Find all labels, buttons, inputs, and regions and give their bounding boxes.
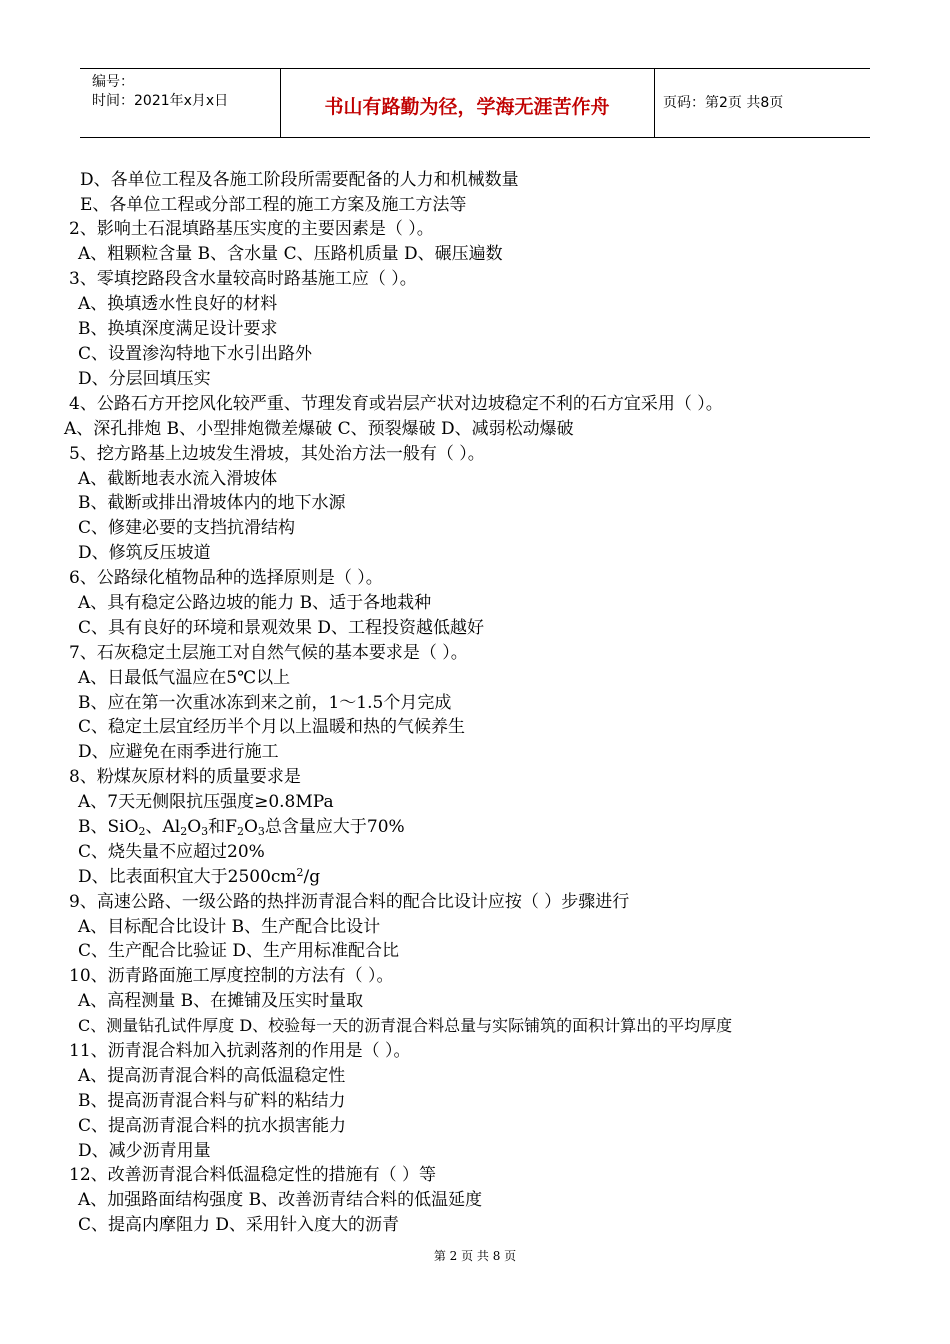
question-line: 8、粉煤灰原材料的质量要求是 (69, 767, 301, 787)
option-line-formula: B、SiO$_2$、$Al_2O_3$和$F_2O_3$总含量应大于70% (78, 817, 405, 838)
question-line: 12、改善沥青混合料低温稳定性的措施有（ ）等 (69, 1165, 437, 1185)
option-line: A、截断地表水流入滑坡体 (78, 469, 278, 489)
option-line: A、加强路面结构强度 B、改善沥青结合料的低温延度 (78, 1190, 483, 1210)
option-line: D、应避免在雨季进行施工 (78, 742, 279, 762)
header-meta-cell (80, 69, 281, 137)
text-line: E、各单位工程或分部工程的施工方案及施工方法等 (80, 195, 467, 215)
question-line: 3、零填挖路段含水量较高时路基施工应（ ）。 (69, 269, 417, 289)
option-line: C、生产配合比验证 D、生产用标准配合比 (78, 941, 400, 961)
question-line: 9、高速公路、一级公路的热拌沥青混合料的配合比设计应按（ ）步骤进行 (69, 892, 630, 912)
question-line: 4、公路石方开挖风化较严重、节理发育或岩层产状对边坡稳定不利的石方宜采用（ ）。 (69, 394, 723, 414)
question-line: 7、石灰稳定土层施工对自然气候的基本要求是（ ）。 (69, 643, 468, 663)
option-line: A、提高沥青混合料的高低温稳定性 (78, 1066, 346, 1086)
question-line: 2、影响土石混填路基压实度的主要因素是（ ）。 (69, 219, 434, 239)
question-line: 11、沥青混合料加入抗剥落剂的作用是（ ）。 (69, 1041, 411, 1061)
option-line: A、日最低气温应在5℃以上 (78, 668, 291, 688)
option-line: D、减少沥青用量 (78, 1141, 211, 1161)
option-line: C、稳定土层宜经历半个月以上温暖和热的气候养生 (78, 717, 466, 737)
question-line: 6、公路绿化植物品种的选择原则是（ ）。 (69, 568, 383, 588)
question-line: 10、沥青路面施工厚度控制的方法有（ ）。 (69, 966, 394, 986)
option-line: B、换填深度满足设计要求 (78, 319, 278, 339)
page-footer: 第 2 页 共 8 页 (433, 1249, 517, 1263)
option-line: C、提高沥青混合料的抗水损害能力 (78, 1116, 347, 1136)
question-line: 5、挖方路基上边坡发生滑坡，其处治方法一般有（ ）。 (69, 444, 485, 464)
header-page-cell (655, 69, 870, 137)
option-line: C、设置渗沟特地下水引出路外 (78, 344, 313, 364)
page-info: 页码：第2页 共8页 (663, 95, 784, 111)
option-line: B、提高沥青混合料与矿料的粘结力 (78, 1091, 346, 1111)
option-line: A、目标配合比设计 B、生产配合比设计 (78, 917, 381, 937)
option-line: C、修建必要的支挡抗滑结构 (78, 518, 296, 538)
document-header (80, 68, 870, 138)
motto: 书山有路勤为径，学海无涯苦作舟 (324, 96, 610, 118)
option-line: A、深孔排炮 B、小型排炮微差爆破 C、预裂爆破 D、减弱松动爆破 (64, 419, 574, 439)
text-line: D、各单位工程及各施工阶段所需要配备的人力和机械数量 (80, 170, 519, 190)
number-label: 编号： (92, 74, 134, 90)
option-line: B、应在第一次重冰冻到来之前，1～1.5个月完成 (78, 693, 452, 713)
option-line: A、粗颗粒含量 B、含水量 C、压路机质量 D、碾压遍数 (78, 244, 503, 264)
option-line: C、具有良好的环境和景观效果 D、工程投资越低越好 (78, 618, 485, 638)
option-line: A、换填透水性良好的材料 (78, 294, 278, 314)
option-line: D、修筑反压坡道 (78, 543, 211, 563)
option-line: C、测量钻孔试件厚度 D、校验每一天的沥青混合料总量与实际铺筑的面积计算出的平均厚度 (78, 1016, 733, 1035)
option-line-area: D、比表面积宜大于$2500cm^2/g$ (78, 866, 321, 887)
option-line: B、截断或排出滑坡体内的地下水源 (78, 493, 346, 513)
option-line: C、提高内摩阻力 D、采用针入度大的沥青 (78, 1215, 400, 1235)
option-line: A、具有稳定公路边坡的能力 B、适于各地栽种 (78, 593, 432, 613)
option-line: D、分层回填压实 (78, 369, 211, 389)
option-line: C、烧失量不应超过20% (78, 842, 265, 862)
option-line: A、高程测量 B、在摊铺及压实时量取 (78, 991, 364, 1011)
option-line: A、7天无侧限抗压强度≥0.8MPa (78, 792, 334, 812)
time-label: 时间：2021年x月x日 (92, 93, 229, 109)
header-motto-cell (280, 69, 655, 137)
